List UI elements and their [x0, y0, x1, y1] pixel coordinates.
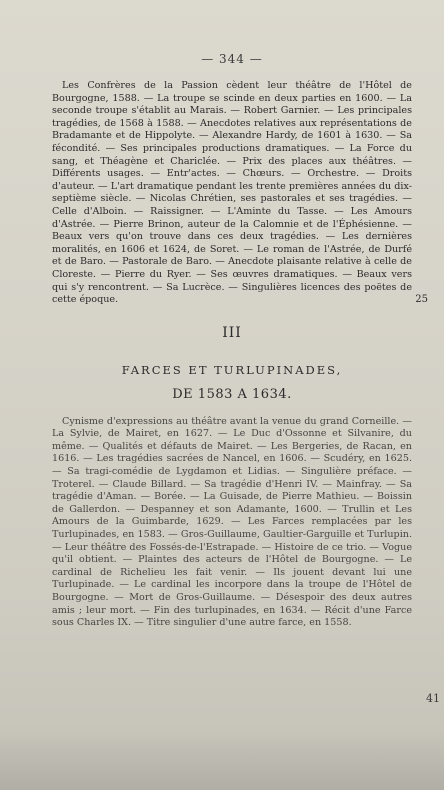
section-summary-text: Cynisme d'expressions au théâtre avant la venue du grand Corneille. — La Sylvie, de Mairet, en 1627. — Le Duc d'Ossonne et Silvanire, du même. — Qualités et défauts de Mairet. — Les Bergeries, de Racan, en 1616. — Les tragédies sacrées de Nancel, en 1606. — Scudéry, en 1625. — Sa tragi-comédie de Lygdamon et Lidias. — Singulière préface. — Troterel. — Claude Billard. — Sa tragédie d'Henri IV. — Mainfray. — Sa tragédie d'Aman. — Borée. — La Guisade, de Pierre Mathieu. — Boissin de Gallerdon. — Despanney et son Adamante, 1600. — Trullin et Les Amours de la Guimbarde, 1629. — Les Farces remplacées par les Turlupinades, en 1583. — Gros-Guillaume, Gaultier-Garguille et Turlupin. — Leur théâtre des Fossés-de-l'Estrapade. — Histoire de ce trio. — Vogue qu'il obtient. — Plaintes des acteurs de l'Hôtel de Bourgogne. — Le cardinal de Richelieu les fait venir. — Ils jouent devant lui une Turlupinade. — Le cardinal les incorpore dans la troupe de l'Hôtel de Bourgogne. — Mort de Gros-Guillaume. — Désespoir des deux autres amis ; leur mort. — Fin des turlupinades, en 1634. — Récit d'une Farce sous Charles IX. — Titre singulier d'une autre farce, en 1558.: [52, 415, 412, 629]
section-title: FARCES ET TURLUPINADES,: [121, 362, 343, 377]
chapter-summary-text: Les Confrères de la Passion cèdent leur théâtre de l'Hôtel de Bourgogne, 1588. — La troupe se scinde en deux parties en 1600. — La seconde troupe s'établit au Marais. — Robert Garnier. — Les principales tragédies, de 1568 à 1588. — Anecdotes relatives aux représentations de Bradamante et de Hippolyte. — Alexandre Hardy, de 1601 à 1630. — Sa fécondité. — Ses principales productions dramatiques. — La Force du sang, et Théagène et Chariclée. — Prix des places aux théâtres. — Différents usages. — Entr'actes. — Chœurs. — Orchestre. — Droits d'auteur. — L'art dramatique pendant les trente premières années du dix-septième siècle. — Nicolas Chrétien, ses pastorales et ses tragédies. — Celle d'Alboin. — Raissigner. — L'Aminte du Tasse. — Les Amours d'Astrée. — Pierre Brinon, auteur de la Calomnie et de l'Éphésienne. — Beaux vers qu'on trouve dans ces deux tragédies. — Les dernières moralités, en 1606 et 1624, de Soret. — Le roman de l'Astrée, de Durfé et de Baro. — Pastorale de Baro. — Anecdote plaisante relative à celle de Cloreste. — Pierre du Ryer. — Ses œuvres dramatiques. — Beaux vers qui s'y rencontrent. — Sa Lucrèce. — Singulières licences des poëtes de cette époque.: [52, 80, 412, 306]
page-shadow: [0, 730, 444, 790]
section-summary-paragraph: [52, 416, 412, 630]
book-page: [52, 52, 428, 630]
section-dates: DE 1583 A 1634.: [172, 386, 292, 402]
section-numeral: III: [222, 324, 242, 341]
chapter-summary-paragraph: [52, 80, 428, 307]
page-number: — 344 —: [201, 52, 263, 66]
summary-page-reference: 25: [415, 294, 428, 306]
side-page-reference: 41: [426, 692, 440, 705]
